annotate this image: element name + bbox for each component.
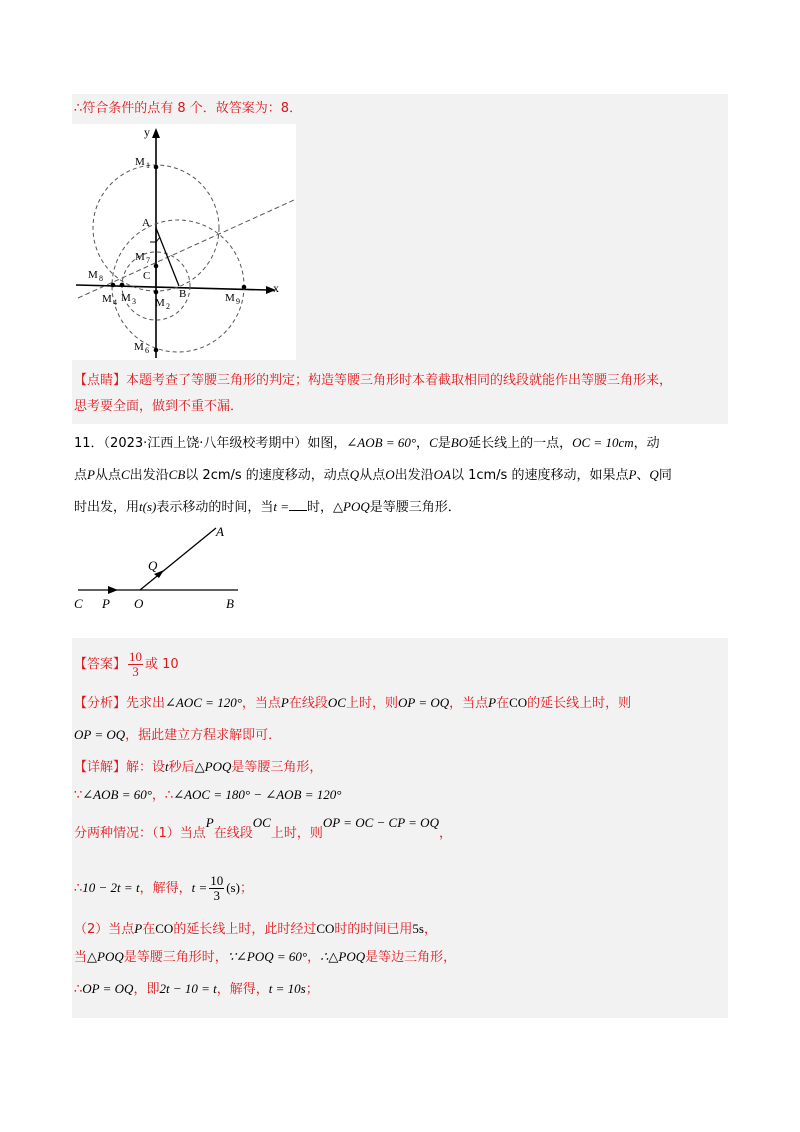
analysis-line-2 xyxy=(74,726,281,745)
detail-line-7 xyxy=(74,980,319,999)
text-when: 时， xyxy=(307,500,334,515)
question-number: 11． xyxy=(74,436,104,451)
var-o: O xyxy=(385,467,395,482)
detail-therefore: ，∴ xyxy=(151,788,174,803)
label-m1-sub: 1 xyxy=(146,161,150,170)
detail-intro-b: 秒后 xyxy=(168,760,195,775)
var-ts: t(s) xyxy=(139,499,157,514)
case1-intro: 分两种情况：（1）当点 xyxy=(74,826,206,841)
when-a: 当 xyxy=(74,950,88,965)
question-line-3 xyxy=(74,498,461,517)
text-ext: 延长线上的一点， xyxy=(468,436,573,451)
detail-tri: △POQ xyxy=(194,759,232,774)
case2-p: P xyxy=(134,921,143,936)
detail-line-3 xyxy=(74,815,452,843)
question-source: （2023·江西上饶·八年级校考期中）如图， xyxy=(103,436,347,451)
label-a: A xyxy=(142,217,150,229)
case1-frac-num: 10 xyxy=(210,873,224,888)
when-tri: △POQ xyxy=(87,949,124,964)
analysis-t8: ，据此建立方程求解即可． xyxy=(125,728,282,743)
fig-label-b: B xyxy=(226,596,234,611)
point-m1 xyxy=(154,165,159,170)
case1-oc: OC xyxy=(252,815,271,830)
when-therefore: ∴△POQ xyxy=(320,949,366,964)
answer-rest: 或 10 xyxy=(145,657,179,672)
var-triangle: △POQ xyxy=(333,499,370,514)
text-from: 从点 xyxy=(94,468,121,483)
analysis-tag: 【分析】 xyxy=(74,696,127,711)
analysis-t4: 上时，则 xyxy=(345,696,398,711)
analysis-t2: ，当点 xyxy=(241,696,281,711)
detail-intro-c: 是等腰三角形， xyxy=(231,760,323,775)
final-eq: OP = OQ xyxy=(82,981,134,996)
analysis-t6: 在 xyxy=(496,696,510,711)
case1-fraction xyxy=(209,874,224,903)
remark-text-1: 本题考查了等腰三角形的判定；构造等腰三角形时本着截取相同的线段就能作出等腰三角形来， xyxy=(126,373,673,388)
fig-label-c: C xyxy=(74,596,83,611)
label-m6: M xyxy=(134,341,144,353)
answer-fraction xyxy=(128,650,143,679)
label-m9-sub: 9 xyxy=(236,297,240,306)
var-t-eq: t = xyxy=(273,499,290,514)
point-m7 xyxy=(154,264,159,269)
when-b: 是等腰三角形时， xyxy=(123,950,228,965)
question-line-2 xyxy=(74,466,672,485)
label-b: B xyxy=(179,288,187,300)
answer-line xyxy=(74,650,179,680)
remark-line-1 xyxy=(74,372,672,390)
label-m3: M xyxy=(121,292,131,304)
text-move: ，动 xyxy=(633,436,660,451)
detail-t: t xyxy=(165,759,169,774)
question-angle: ∠AOB = 60° xyxy=(346,435,417,450)
var-cb: CB xyxy=(168,467,186,482)
analysis-t5: ，当点 xyxy=(449,696,489,711)
point-m9 xyxy=(242,285,247,290)
var-p2: P xyxy=(628,467,637,482)
fig-label-a: A xyxy=(216,524,224,539)
answer-blank[interactable] xyxy=(289,498,307,511)
case2-d: 时的时间已用 xyxy=(334,922,413,937)
detail-aoc: ∠AOC = 180° − ∠AOB = 120° xyxy=(173,787,342,802)
sep: ， xyxy=(416,436,430,451)
analysis-t7: 的延长线上时，则 xyxy=(527,696,632,711)
detail-because: ∵ xyxy=(74,788,83,803)
case1-in: 在线段 xyxy=(213,826,253,841)
text-from2: 从点 xyxy=(359,468,386,483)
var-oa: OA xyxy=(433,467,451,482)
var-c: C xyxy=(429,435,438,450)
case1-on: 上时，则 xyxy=(270,826,323,841)
case2-e: ， xyxy=(423,922,437,937)
label-m7-sub: 7 xyxy=(146,256,150,265)
circle-construction-figure xyxy=(72,124,296,360)
remark-text-2: 思考要全面，做到不重不漏． xyxy=(74,399,244,414)
fig-label-q: Q xyxy=(148,558,158,573)
conclusion-line xyxy=(74,100,302,118)
detail-tag: 【详解】 xyxy=(74,760,127,775)
answer-frac-den: 3 xyxy=(132,664,139,679)
analysis-p2: P xyxy=(488,695,497,710)
case1-frac-den: 3 xyxy=(213,888,220,903)
text-tong: 同 xyxy=(658,468,672,483)
fig-label-o: O xyxy=(134,596,144,611)
label-m4: M xyxy=(102,293,112,305)
label-m9: M xyxy=(225,292,235,304)
point-m6 xyxy=(154,348,159,353)
final-eq2: 2t − 10 = t xyxy=(159,981,217,996)
case1-eq: OP = OC − CP = OQ xyxy=(322,815,439,830)
analysis-line-1 xyxy=(74,694,631,713)
case1-p: P xyxy=(205,815,214,830)
detail-line-1 xyxy=(74,758,322,777)
label-y: y xyxy=(144,125,150,139)
case2-c: 的延长线上时，此时经过 xyxy=(173,922,317,937)
label-m3-sub: 3 xyxy=(132,297,136,306)
analysis-oc: OC xyxy=(327,695,346,710)
question-oc: OC = 10cm xyxy=(572,435,634,450)
analysis-co: CO xyxy=(509,695,528,710)
case2-co: CO xyxy=(155,921,174,936)
detail-line-6 xyxy=(74,948,456,967)
answer-frac-num: 10 xyxy=(129,649,143,664)
case1-unit: (s) xyxy=(226,880,240,895)
case1-equation: 10 − 2t = t xyxy=(82,880,140,895)
point-m4 xyxy=(111,283,116,288)
point-m2 xyxy=(154,290,159,295)
point-m3 xyxy=(120,283,125,288)
analysis-aoc: ∠AOC = 120° xyxy=(165,695,242,710)
label-m2: M xyxy=(155,297,165,309)
when-sep: ， xyxy=(307,950,321,965)
final-therefore: ∴ xyxy=(74,982,83,997)
final-a: ，即 xyxy=(133,982,160,997)
text-along: 出发沿 xyxy=(129,468,169,483)
detail-intro-a: 解：设 xyxy=(126,760,166,775)
fig-label-p: P xyxy=(102,596,110,611)
text-speed-p: 以 2cm/s 的速度移动，动点 xyxy=(185,468,350,483)
label-m2-sub: 2 xyxy=(166,302,170,311)
var-p: P xyxy=(87,467,95,482)
case1-solve: ，解得， xyxy=(139,881,192,896)
answer-tag: 【答案】 xyxy=(74,657,127,672)
case1-therefore: ∴ xyxy=(74,881,83,896)
label-m6-sub: 6 xyxy=(145,346,149,355)
detail-aob: ∠AOB = 60° xyxy=(82,787,152,802)
label-m8: M xyxy=(88,269,98,281)
label-m1: M xyxy=(135,156,145,168)
conclusion-text: ∴符合条件的点有 8 个．故答案为：8． xyxy=(74,101,303,116)
text-speed-q: 以 1cm/s 的速度移动，如果点 xyxy=(450,468,629,483)
text-isosceles: 是等腰三角形． xyxy=(369,500,461,515)
text-along2: 出发沿 xyxy=(394,468,434,483)
analysis-t1: 先求出 xyxy=(126,696,166,711)
remark-line-2 xyxy=(74,398,243,416)
angle-figure xyxy=(70,520,250,616)
remark-tag: 【点睛】 xyxy=(74,373,127,388)
text-start: 时出发，用 xyxy=(74,500,140,515)
analysis-eq: OP = OQ xyxy=(397,695,450,710)
when-c: 是等边三角形， xyxy=(365,950,457,965)
text-dun: 、 xyxy=(636,468,650,483)
detail-line-4 xyxy=(74,872,253,905)
var-q: Q xyxy=(349,467,360,482)
detail-line-5 xyxy=(74,920,437,939)
label-c: C xyxy=(143,270,151,282)
case1-t-eq: t = xyxy=(191,880,208,895)
label-m7: M xyxy=(135,251,145,263)
question-line-1 xyxy=(74,434,660,453)
label-x: x xyxy=(273,281,279,295)
var-q2: Q xyxy=(649,467,659,482)
detail-line-2 xyxy=(74,786,341,805)
text-is: 是 xyxy=(437,436,451,451)
label-m8-sub: 8 xyxy=(99,274,103,283)
case2-5s: 5s xyxy=(412,921,424,936)
analysis-p: P xyxy=(280,695,289,710)
var-c2: C xyxy=(120,467,130,482)
case2-b: 在 xyxy=(142,922,156,937)
var-bo: BO xyxy=(450,435,469,450)
analysis-t3: 在线段 xyxy=(288,696,328,711)
final-b: ，解得， xyxy=(216,982,269,997)
analysis-eq2: OP = OQ xyxy=(74,727,126,742)
text-dian: 点 xyxy=(74,468,88,483)
case2-co2: CO xyxy=(316,921,335,936)
text-time: 表示移动的时间，当 xyxy=(156,500,274,515)
when-because: ∵∠POQ = 60° xyxy=(227,949,308,964)
label-m4-sub: 4 xyxy=(113,298,117,307)
case1-semi: ； xyxy=(239,881,253,896)
case1-comma: ， xyxy=(438,826,452,841)
case2-a: （2）当点 xyxy=(74,922,135,937)
final-t: t = 10s xyxy=(268,981,306,996)
final-semi: ； xyxy=(305,982,319,997)
